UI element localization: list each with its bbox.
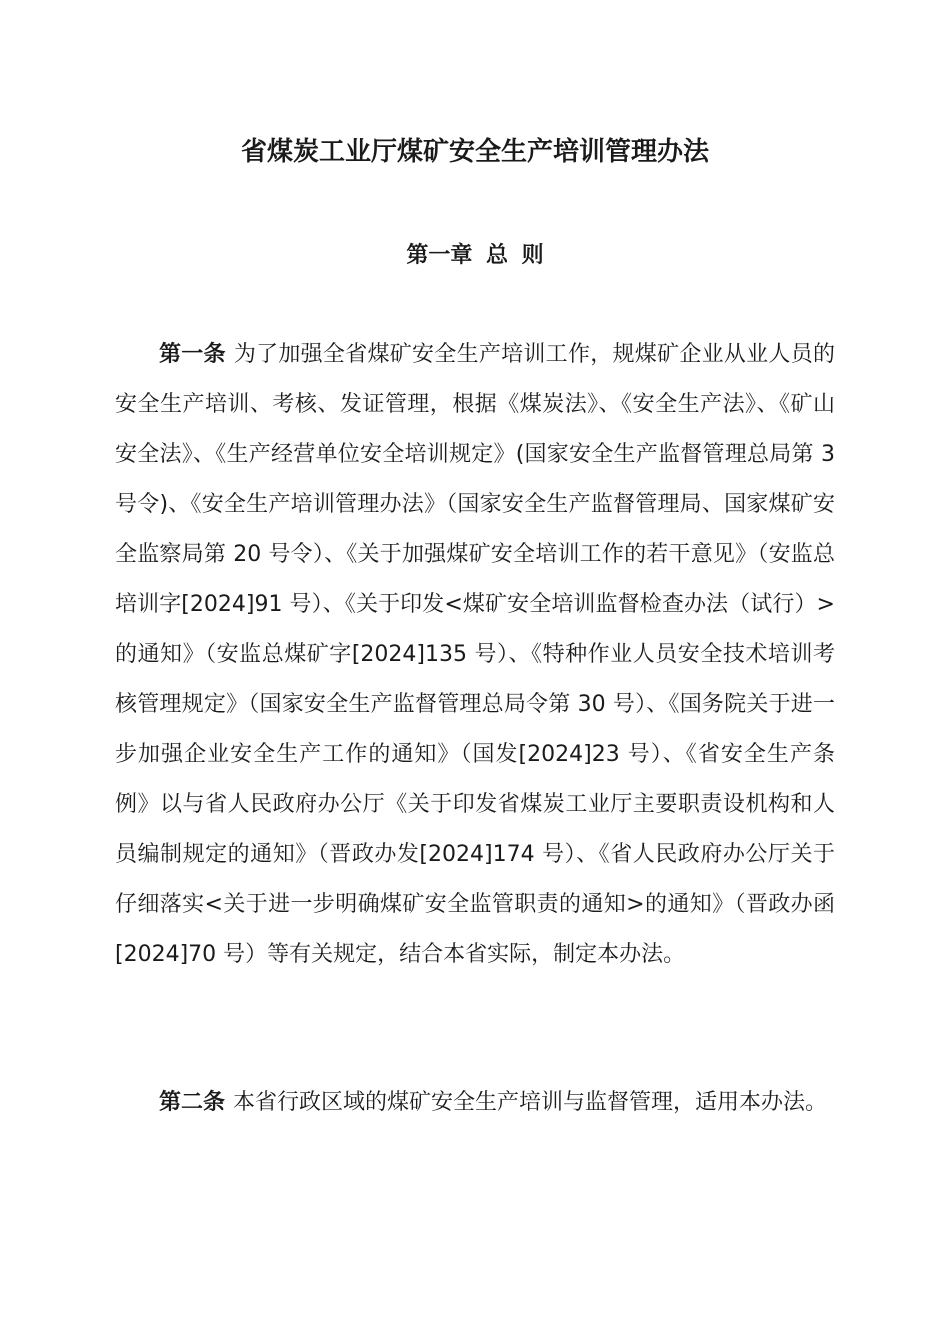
document-title: 省煤炭工业厅煤矿安全生产培训管理办法 — [240, 137, 709, 167]
article-number: 第二条 — [159, 1090, 226, 1115]
article-text: 为了加强全省煤矿安全生产培训工作，规煤矿企业从业人员的安全生产培训、考核、发证管理，根据《煤炭法》、《安全生产法》、《矿山安全法》、《生产经营单位安全培训规定》(国家安全生产监督管理总局第 3 号令)、《安全生产培训管理办法》（国家安全生产监督管理局、国家煤矿安全监察局第 20 号令）、《关于加强煤矿安全培训工作的若干意见》（安监总培训字[2024]91 号）、《关于印发<煤矿安全培训监督检查办法（试行）>的通知》（安监总煤矿字[2024]135 号）、《特种作业人员安全技术培训考核管理规定》（国家安全生产监督管理总局令第 30 号）、《国务院关于进一步加强企业安全生产工作的通知》（国发[2024]23 号）、《省安全生产条例》以与省人民政府办公厅《关于印发省煤炭工业厅主要职责设机构和人员编制规定的通知》（晋政办发[2024]174 号）、《省人民政府办公厅关于仔细落实<关于进一步明确煤矿安全监管职责的通知>的通知》（晋政办函[2024]70 号）等有关规定，结合本省实际，制定本办法。 — [115, 342, 835, 967]
article-number: 第一条 — [159, 342, 226, 367]
chapter-heading: 第一章 总 则 — [406, 243, 544, 268]
article-2 — [115, 1078, 835, 1128]
article-text: 本省行政区域的煤矿安全生产培训与监督管理，适用本办法。 — [233, 1090, 828, 1115]
article-1 — [115, 330, 835, 980]
